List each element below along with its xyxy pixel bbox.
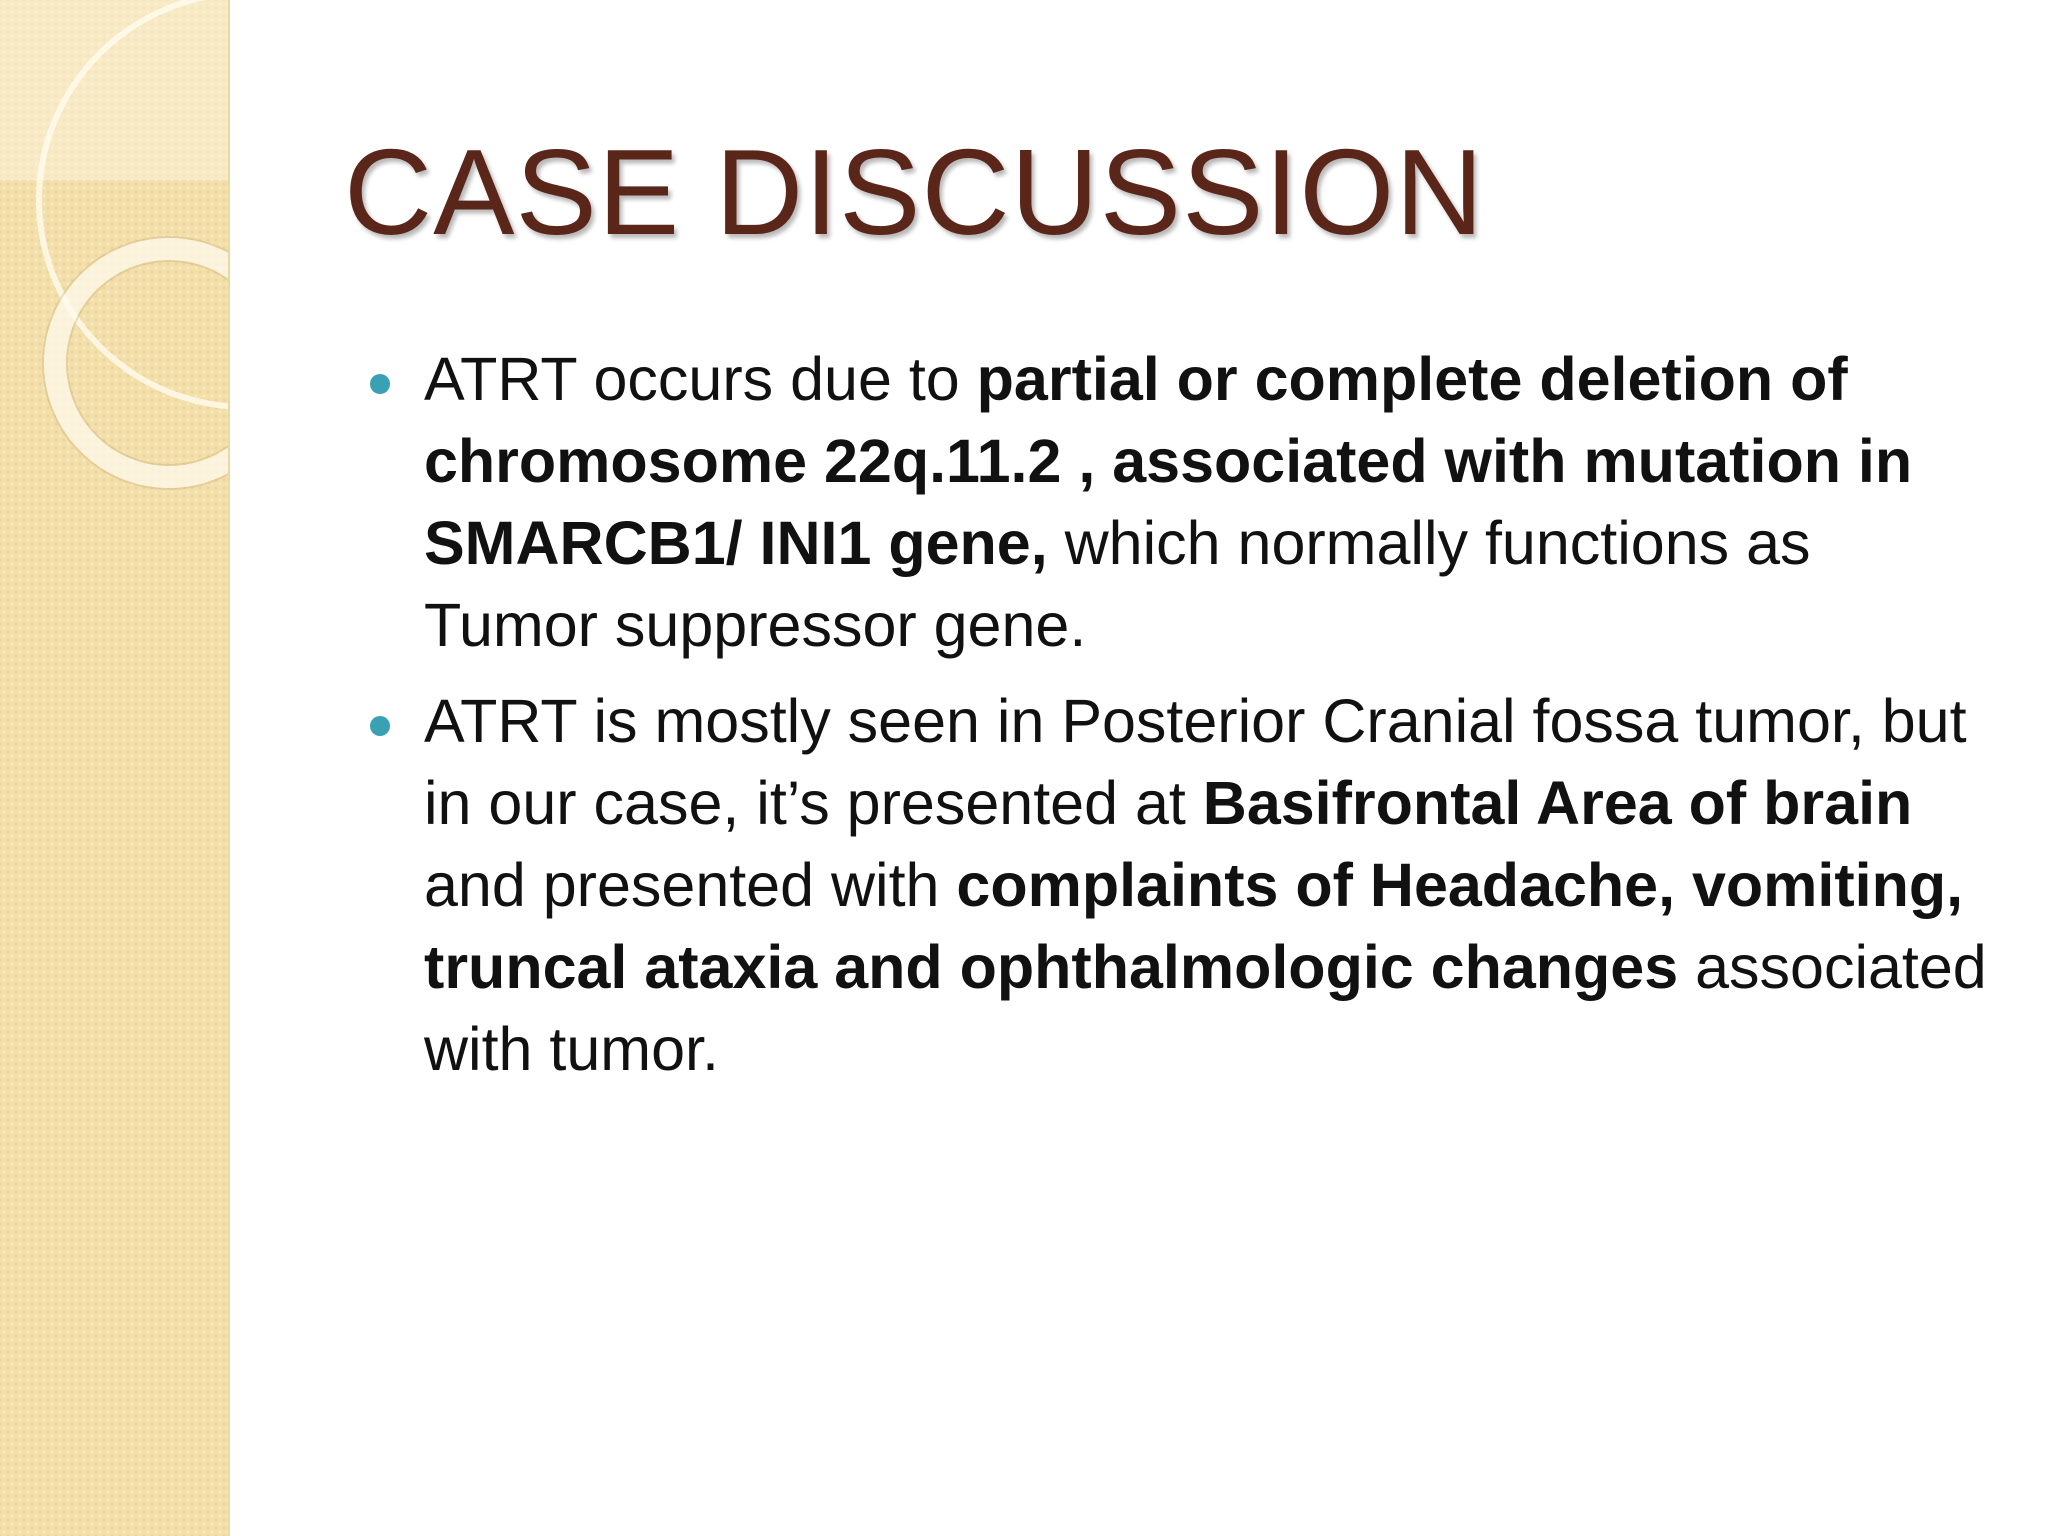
bullet-item-1 <box>360 338 2000 666</box>
decorative-side-panel <box>0 0 230 1536</box>
bullet-2-text-end: associated with tumor. <box>424 933 1987 1083</box>
bullet-list <box>360 338 2000 1104</box>
bullet-dot-icon <box>370 716 390 736</box>
bullet-2-bold-location: Basifrontal Area of brain <box>1202 769 1913 837</box>
bullet-dot-icon <box>370 374 390 394</box>
bullet-2-bold-complaints: complaints of Headache, vomiting, truncal ataxia and ophthalmologic changes <box>424 851 1964 1001</box>
bullet-1-bold-text: partial or complete deletion of chromosome 22q.11.2 , associated with mutation in SMARCB1/ INI1 gene, <box>424 345 1913 577</box>
bullet-2-text-middle: and presented with <box>424 851 957 919</box>
slide-title: CASE DISCUSSION <box>344 124 1485 260</box>
bullet-1-text: ATRT occurs due to <box>424 345 977 413</box>
bullet-1-text-end: which normally functions as Tumor suppressor gene. <box>424 509 1811 659</box>
bullet-2-text: ATRT is mostly seen in Posterior Cranial fossa tumor, but in our case, it’s presented at <box>424 687 1967 837</box>
bullet-item-2 <box>360 680 2000 1090</box>
